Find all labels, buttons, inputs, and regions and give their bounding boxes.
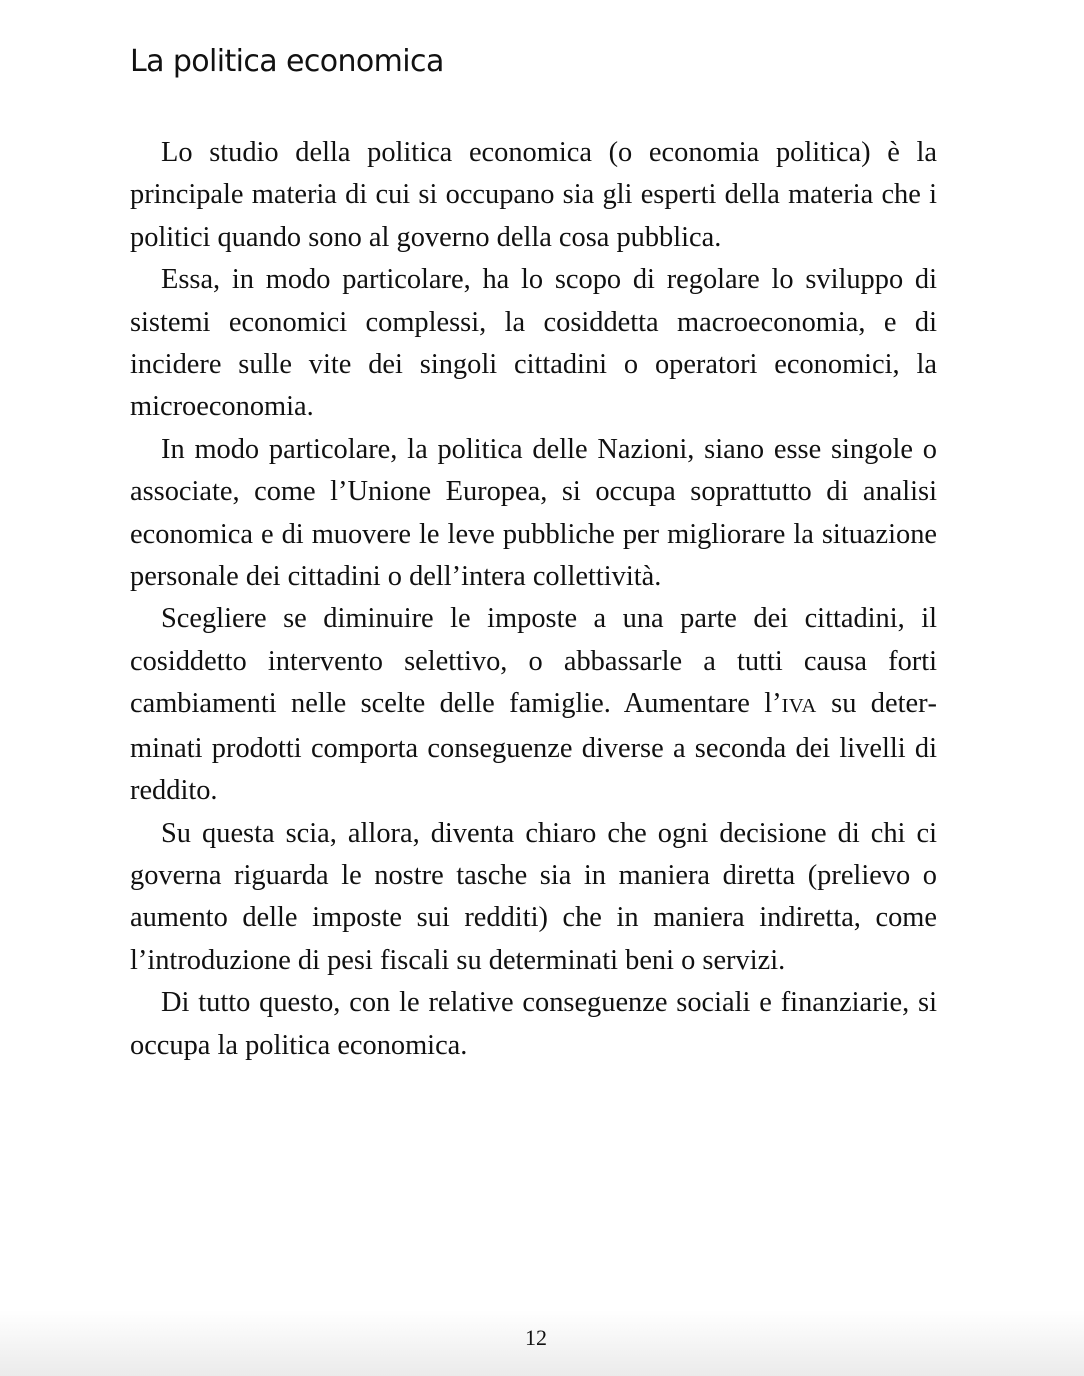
paragraph [130,598,937,812]
paragraph: In modo particolare, la politica delle Nazioni, siano esse singole o associate, come l’Unione Europea, si occupa soprattutto di analisi economica e di muovere le leve pubbliche per migliorare la situazione personale dei cittadini o dell’intera collettività. [130,433,937,593]
paragraph: Essa, in modo particolare, ha lo scopo di regolare lo sviluppo di sistemi economici complessi, la cosiddetta macroeconomia, e di incidere sulle vite dei singoli cittadini o operatori economici, la microeconomia. [130,264,937,423]
paragraph: Lo studio della politica economica (o economia politica) è la principale materia di cui si occupano sia gli esperti della materia che i politici quando sono al governo della cosa pubblica. [130,137,937,253]
body-text [130,132,937,1067]
paragraph-text: su determinati prodotti comporta conseguenze diverse a seconda dei livelli di reddito. [130,688,938,807]
paragraph-text: Scegliere se diminuire le imposte a una parte dei cittadini, il cosiddetto intervento selettivo, o abbassarle a tutti causa forti cambiamenti nelle scelte delle famiglie. Aumentare l’ [130,603,937,720]
paragraph: Di tutto questo, con le relative conseguenze sociali e finanziarie, si occupa la politica economica. [130,987,937,1061]
acronym-iva: IVA [781,695,817,718]
paragraph: Su questa scia, allora, diventa chiaro che ogni decisione di chi ci governa riguarda le nostre tasche sia in maniera diretta (prelievo o aumento delle imposte sui redditi) che in maniera indiretta, come l’introduzione di pesi fiscali su determinati beni o servizi. [130,817,937,976]
page-number: 12 [525,1325,547,1350]
chapter-title: La politica economica [130,44,444,79]
